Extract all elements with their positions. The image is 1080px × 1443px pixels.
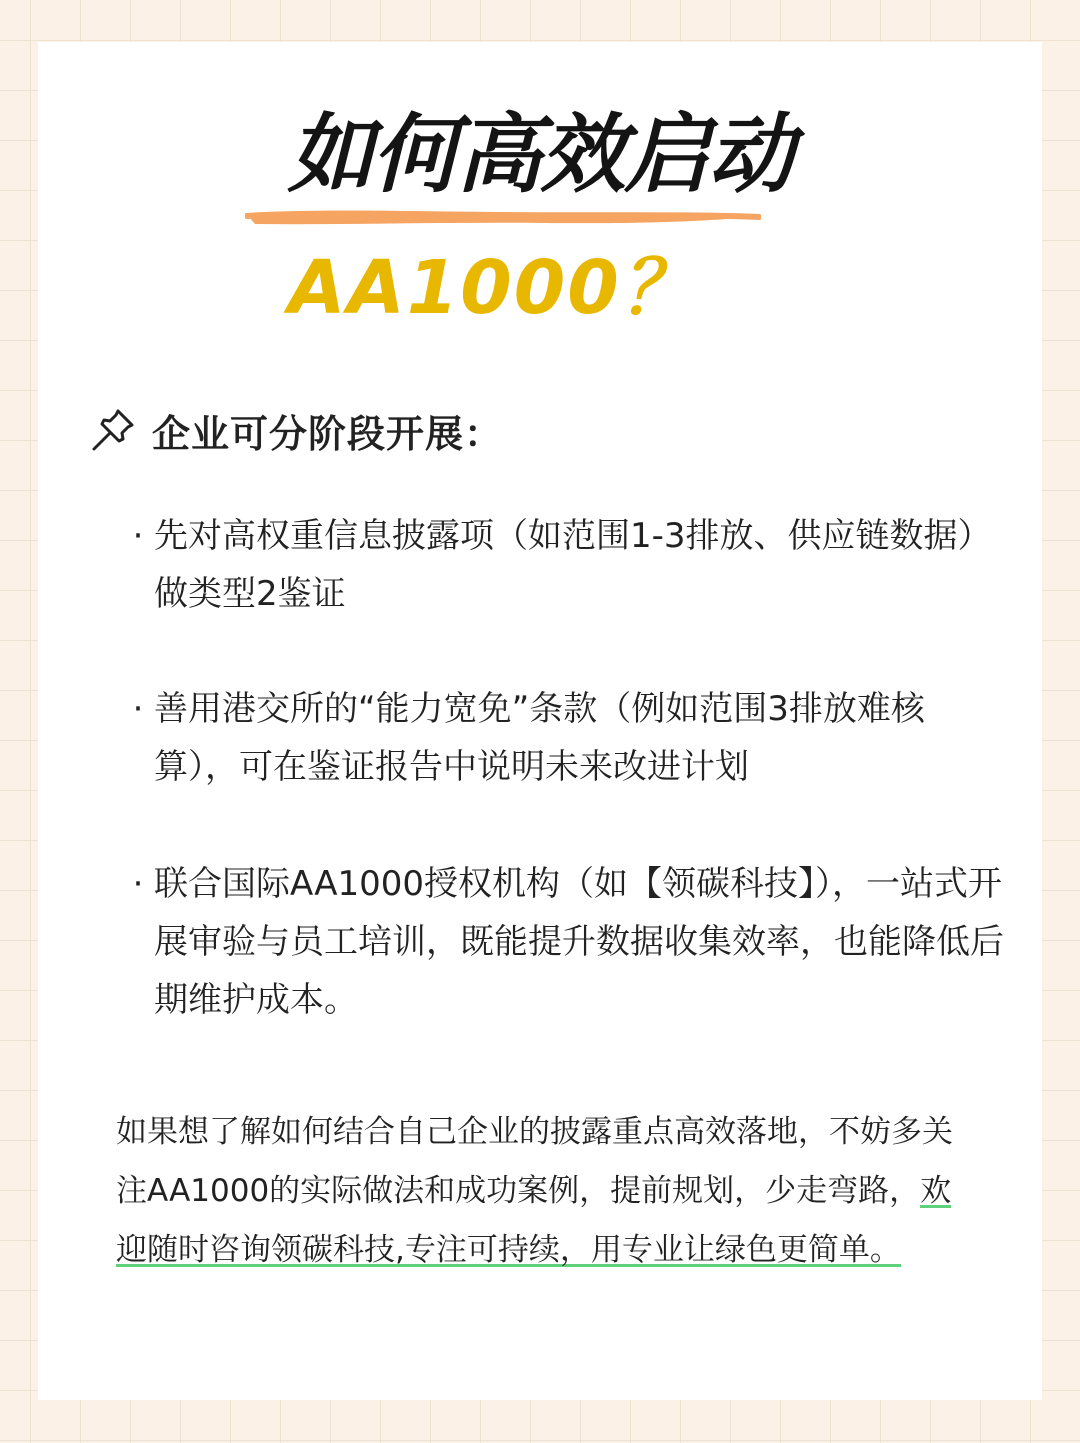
- list-item-text: 联合国际AA1000授权机构（如【领碳科技】），一站式开展审验与员工培训，既能提升数据收集效率，也能降低后期维护成本。: [154, 864, 1004, 1020]
- closing-paragraph: [116, 1103, 966, 1280]
- bullet-marker: ·: [132, 689, 144, 729]
- page-title: 如何高效启动: [288, 105, 792, 205]
- closing-text: 如果想了解如何结合自己企业的披露重点高效落地，不妨多关注AA1000的实际做法和成功案例，提前规划，少走弯路，: [116, 1114, 953, 1209]
- list-item: [124, 680, 1004, 796]
- highlighted-call-to-action: 欢迎随时咨询领碳科技,专注可持续，用专业让绿色更简单。: [116, 1173, 952, 1268]
- list-item-text: 善用港交所的“能力宽免”条款（例如范围3排放难核算），可在鉴证报告中说明未来改进计划: [154, 689, 925, 787]
- list-item: [124, 855, 1004, 1029]
- list-item-text: 先对高权重信息披露项（如范围1-3排放、供应链数据）做类型2鉴证: [154, 516, 992, 614]
- pushpin-icon: [88, 405, 138, 455]
- bullet-marker: ·: [132, 516, 144, 556]
- section-title: 企业可分阶段开展：: [152, 411, 504, 456]
- section-header: [88, 400, 503, 460]
- bullet-marker: ·: [132, 864, 144, 904]
- list-item: [124, 507, 1004, 623]
- page-subtitle: AA1000？: [288, 245, 697, 331]
- brush-underline: [245, 204, 761, 230]
